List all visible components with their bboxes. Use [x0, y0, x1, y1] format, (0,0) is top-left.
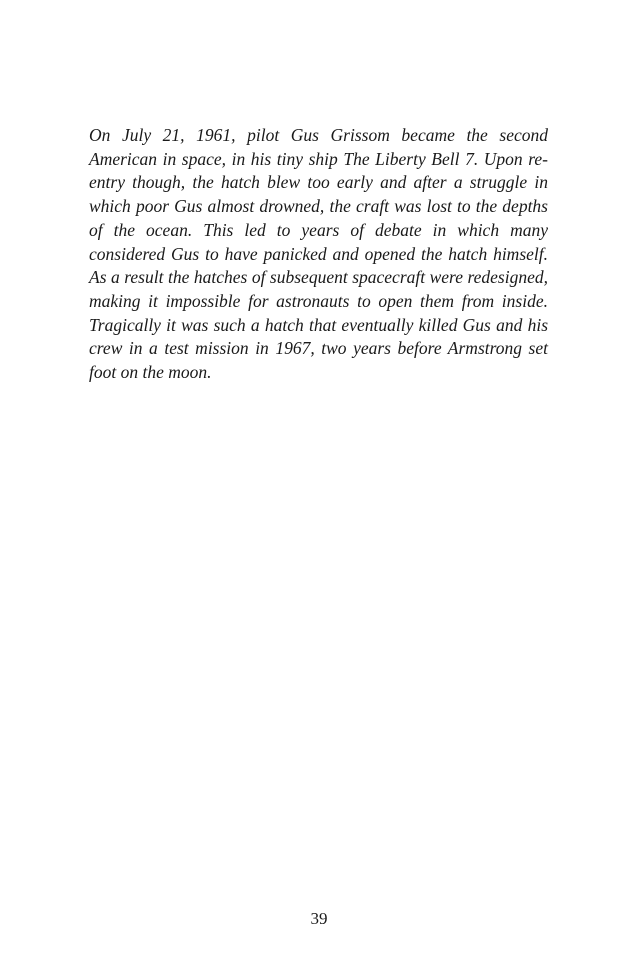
- body-paragraph: On July 21, 1961, pilot Gus Grissom became the second American in space, in his tiny ship The Liberty Bell 7. Upon reentry though, the hatch blew too early and after a struggle in which poor Gus almost drowned, the craft was lost to the depths of the ocean. This led to years of debate in which many considered Gus to have panicked and opened the hatch himself. As a result the hatches of subsequent spacecraft were redesigned, making it impossible for astronauts to open them from inside. Tragically it was such a hatch that eventually killed Gus and his crew in a test mission in 1967, two years before Armstrong set foot on the moon.: [89, 125, 548, 383]
- page-number: 39: [310, 909, 328, 928]
